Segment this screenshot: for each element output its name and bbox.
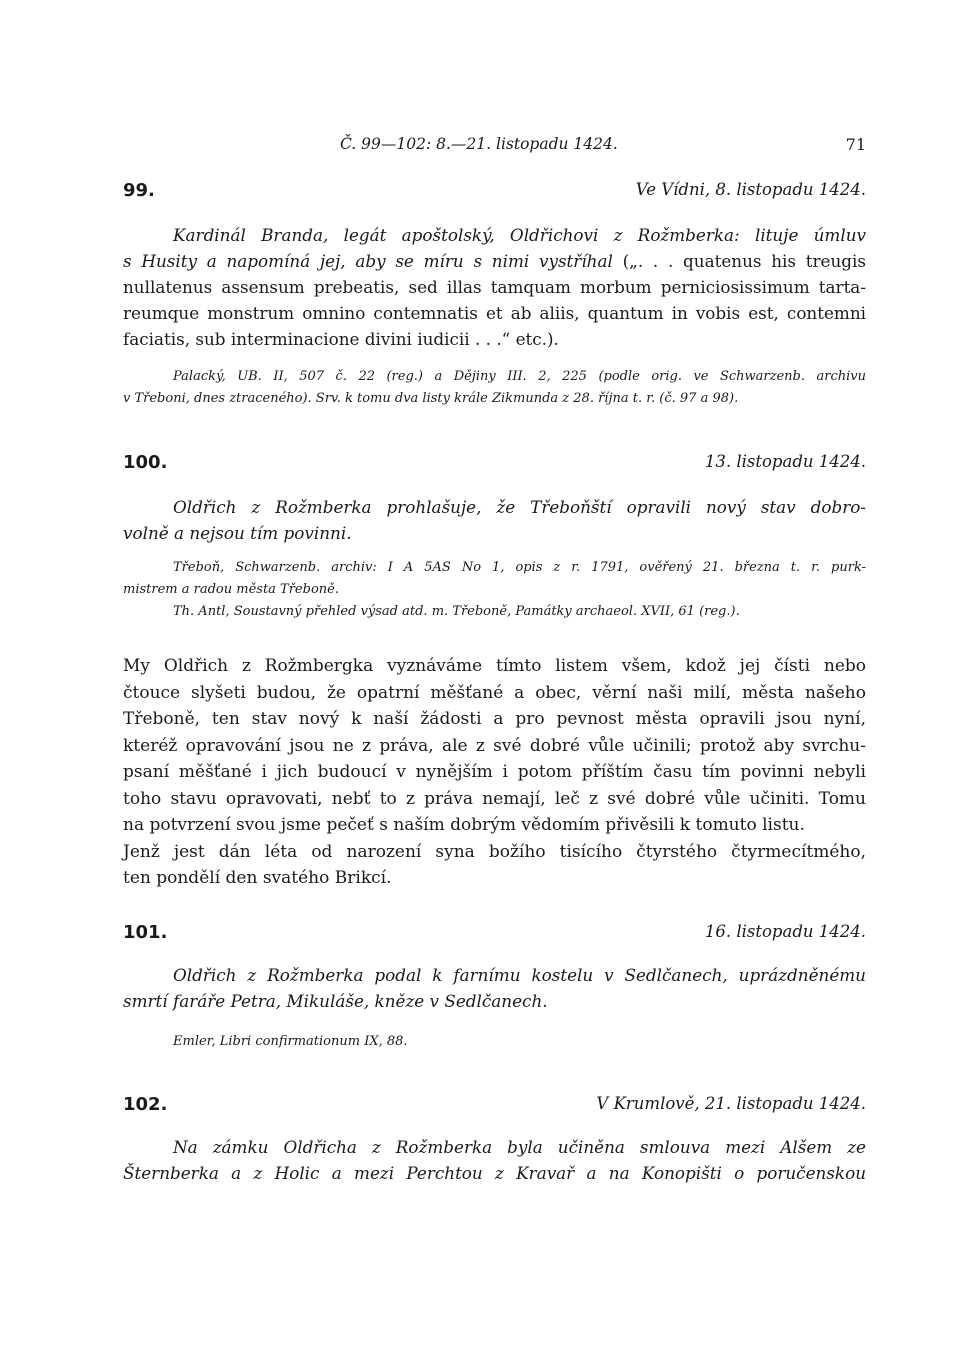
- entry-place-date: 13. listopadu 1424.: [704, 452, 866, 471]
- summary-line: Šternberka a z Holic a mezi Perchtou z Kravař a na Konopišti o poručenskou: [123, 1163, 866, 1183]
- entry-100-text: [123, 653, 866, 892]
- running-head-title: Č. 99—102: 8.—21. listopadu 1424.: [340, 135, 618, 153]
- summary-line: reumque monstrum omnino contemnatis et ab aliis, quantum in vobis est, contemni: [123, 303, 866, 323]
- entry-101-citation: [123, 1031, 866, 1053]
- text-line: kteréž opravování jsou ne z práva, ale z své dobré vůle učinili; protož aby svrchu-: [123, 735, 866, 756]
- text-line: Třeboně, ten stav nový k naší žádosti a pro pevnost města opravili jsou nyní,: [123, 709, 866, 729]
- entry-number: 100.: [123, 452, 168, 473]
- citation-line: v Třeboni, dnes ztraceného). Srv. k tomu dva listy krále Zikmunda z 28. října t. r. (č. 97 a 98).: [123, 391, 739, 406]
- entry-number: 101.: [123, 922, 168, 943]
- text-line: My Oldřich z Rožmbergka vyznáváme tímto listem všem, kdož jej čísti nebo: [123, 656, 866, 676]
- entry-99-citation: [123, 366, 866, 410]
- citation-line: Emler, Libri confirmationum IX, 88.: [173, 1034, 408, 1049]
- summary-line: Oldřich z Rožmberka prohlašuje, že Třeboňští opravili nový stav dobro-: [173, 497, 866, 517]
- summary-line: Kardinál Branda, legát apoštolský, Oldřichovi z Rožmberka: lituje úmluv: [173, 225, 866, 245]
- entry-99-summary: [123, 222, 866, 352]
- entry-102-heading: [123, 1094, 866, 1118]
- text-line: Jenž jest dán léta od narození syna božího tisícího čtyrstého čtyrmecítmého,: [123, 841, 866, 862]
- entry-place-date: 16. listopadu 1424.: [704, 922, 866, 941]
- summary-line: volně a nejsou tím povinni.: [123, 523, 352, 543]
- entry-102-summary: [123, 1134, 866, 1186]
- summary-line: faciatis, sub interminacione divini iudicii . . .“ etc.).: [123, 329, 559, 349]
- running-head: [123, 135, 866, 159]
- entry-number: 102.: [123, 1094, 168, 1115]
- entry-100-heading: [123, 452, 866, 476]
- citation-line: Třeboň, Schwarzenb. archiv: I A 5AS No 1, opis z r. 1791, ověřený 21. března t. r. purk-: [173, 560, 866, 575]
- summary-line: nullatenus assensum prebeatis, sed illas tamquam morbum perniciosissimum tarta-: [123, 277, 866, 297]
- text-line: na potvrzení svou jsme pečeť s naším dobrým vědomím přivěsili k tomuto listu.: [123, 815, 805, 835]
- citation-line: mistrem a radou města Třeboně.: [123, 582, 339, 597]
- entry-place-date: Ve Vídni, 8. listopadu 1424.: [635, 180, 866, 199]
- entry-place-date: V Krumlově, 21. listopadu 1424.: [596, 1094, 866, 1113]
- entry-number: 99.: [123, 180, 155, 201]
- text-line: toho stavu opravovati, nebť to z práva nemají, leč z své dobré vůle učiniti. Tomu: [123, 788, 866, 809]
- entry-99-heading: [123, 180, 866, 204]
- entry-101-summary: [123, 962, 866, 1014]
- summary-line: Na zámku Oldřicha z Rožmberka byla učiněna smlouva mezi Alšem ze: [173, 1137, 866, 1157]
- summary-line: smrtí faráře Petra, Mikuláše, kněze v Sedlčanech.: [123, 991, 548, 1011]
- text-line: psaní měšťané i jich budoucí v nynějším i potom příštím času tím povinni nebyli: [123, 762, 866, 782]
- entry-100-summary: [123, 494, 866, 546]
- summary-line: Oldřich z Rožmberka podal k farnímu kostelu v Sedlčanech, uprázdněnému: [173, 965, 866, 985]
- text-line: čtouce slyšeti budou, že opatrní měšťané a obec, věrní naši milí, města našeho: [123, 682, 866, 703]
- entry-100-citation: [123, 557, 866, 623]
- citation-line: Th. Antl, Soustavný přehled výsad atd. m. Třeboně, Památky archaeol. XVII, 61 (reg.).: [173, 604, 740, 619]
- entry-101-heading: [123, 922, 866, 946]
- summary-line: s Husity a napomíná jej, aby se míru s nimi vystříhal („. . . quatenus his treugis: [123, 251, 866, 271]
- citation-line: Palacký, UB. II, 507 č. 22 (reg.) a Dějiny III. 2, 225 (podle orig. ve Schwarzenb. archivu: [173, 369, 866, 384]
- page-number: 71: [845, 135, 866, 154]
- text-line: ten pondělí den svatého Brikcí.: [123, 868, 392, 888]
